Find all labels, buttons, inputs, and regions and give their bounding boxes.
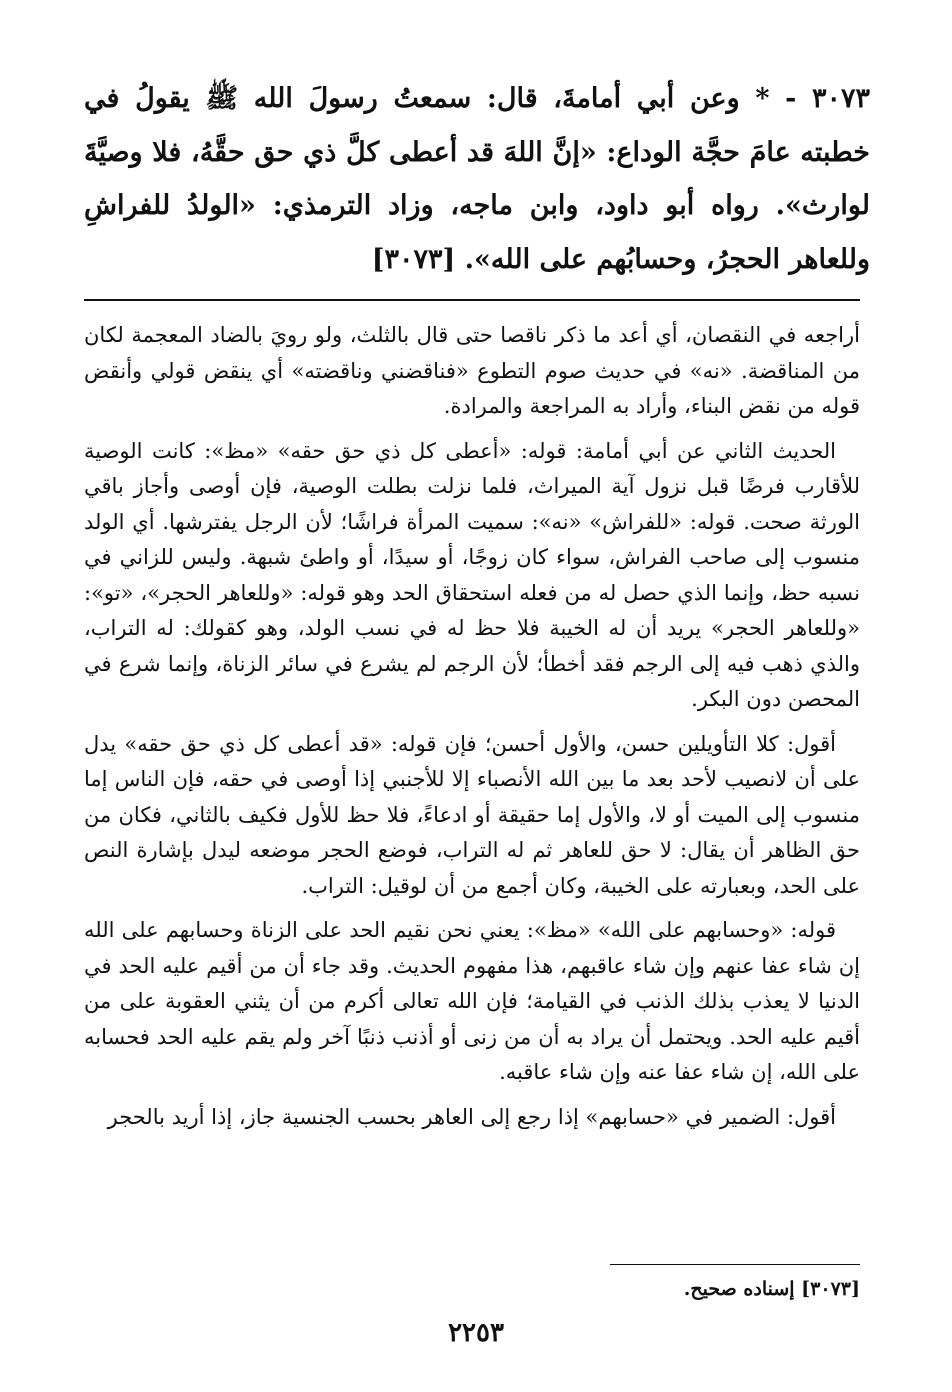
commentary-paragraph-5: أقول: الضمير في «حسابهم» إذا رجع إلى العاهر بحسب الجنسية جاز، إذا أريد بالحجر (107, 1104, 836, 1129)
hadith-text: ٣٠٧٣ - * وعن أبي أمامةَ، قال: سمعتُ رسولَ الله ﷺ يقولُ في خطبته عامَ حجَّة الوداع: «إنَّ اللهَ قد أعطى كلَّ ذي حق حقَّهُ، فلا وصيَّةَ لوارث». رواه أبو داود، وابن ماجه، وزاد الترمذي: «الولدُ للفراشِ وللعاهر الحجرُ، وحسابُهم على الله». [٣٠٧٣] (84, 83, 870, 275)
footnote: [٣٠٧٣] إسناده صحيح. (683, 1278, 860, 1300)
commentary-paragraph-1: أراجعه في النقصان، أي أعد ما ذكر ناقصا حتى قال بالثلث، ولو رويَ بالضاد المعجمة لكان من المناقضة. «نه» في حديث صوم التطوع «فناقضني وناقضته» أي ينقض قولي وأنقض قوله من نقض البناء، وأراد به المراجعة والمرادة. (84, 323, 860, 418)
commentary (84, 318, 860, 1144)
footnote-separator (610, 1264, 860, 1265)
separator-line (84, 299, 860, 301)
commentary-paragraph-2: الحديث الثاني عن أبي أمامة: قوله: «أعطى كل ذي حق حقه» «مظ»: كانت الوصية للأقارب فرضًا قبل نزول آية الميراث، فلما نزلت بطلت الوصية، فإن أوصى وأجاز باقي الورثة صحت. قوله: «للفراش» «نه»: سميت المرأة فراشًا؛ لأن الرجل يفترشها. أي الولد منسوب إلى صاحب الفراش، سواء كان زوجًا، أو سيدًا، أو واطئ شبهة. وليس للزاني في نسبه حظ، وإنما الذي حصل له من فعله استحقاق الحد وهو قوله: «وللعاهر الحجر»، «تو»: «وللعاهر الحجر» يريد أن له الخيبة فلا حظ له في نسب الولد، وهو كقولك: له التراب، والذي ذهب فيه إلى الرجم فقد أخطأ؛ لأن الرجم لم يشرع في سائر الزناة، وإنما شرع في المحصن دون البكر. (84, 438, 860, 711)
commentary-paragraph-4: قوله: «وحسابهم على الله» «مظ»: يعني نحن نقيم الحد على الزناة وحسابهم على الله إن شاء عفا عنهم وإن شاء عاقبهم، هذا مفهوم الحديث. وقد جاء أن من أقيم عليه الحد في الدنيا لا يعذب بذلك الذنب في القيامة؛ فإن الله تعالى أكرم من أن يثني العقوبة على من أقيم عليه الحد. ويحتمل أن يراد به أن من زنى أو أذنب ذنبًا آخر ولم يقم عليه الحد فحسابه على الله، إن شاء عفا عنه وإن شاء عاقبه. (84, 918, 860, 1084)
page-number: ٢٢٥٣ (448, 1318, 504, 1348)
commentary-paragraph-3: أقول: كلا التأويلين حسن، والأول أحسن؛ فإن قوله: «قد أعطى كل ذي حق حقه» يدل على أن لانصيب لأحد بعد ما بين الله الأنصباء إلا للأجنبي إذا أوصى في حقه، فإن الناس إما منسوب إلى الميت أو لا، والأول إما حقيقة أو ادعاءً، فلا حظ للأول فكيف بالثاني، فكان من حق الظاهر أن يقال: لا حق للعاهر ثم له التراب، فوضع الحجر موضعه ليدل بإشارة النص على الحد، وبعبارته على الخيبة، وكان أجمع من أن لوقيل: التراب. (84, 731, 860, 898)
